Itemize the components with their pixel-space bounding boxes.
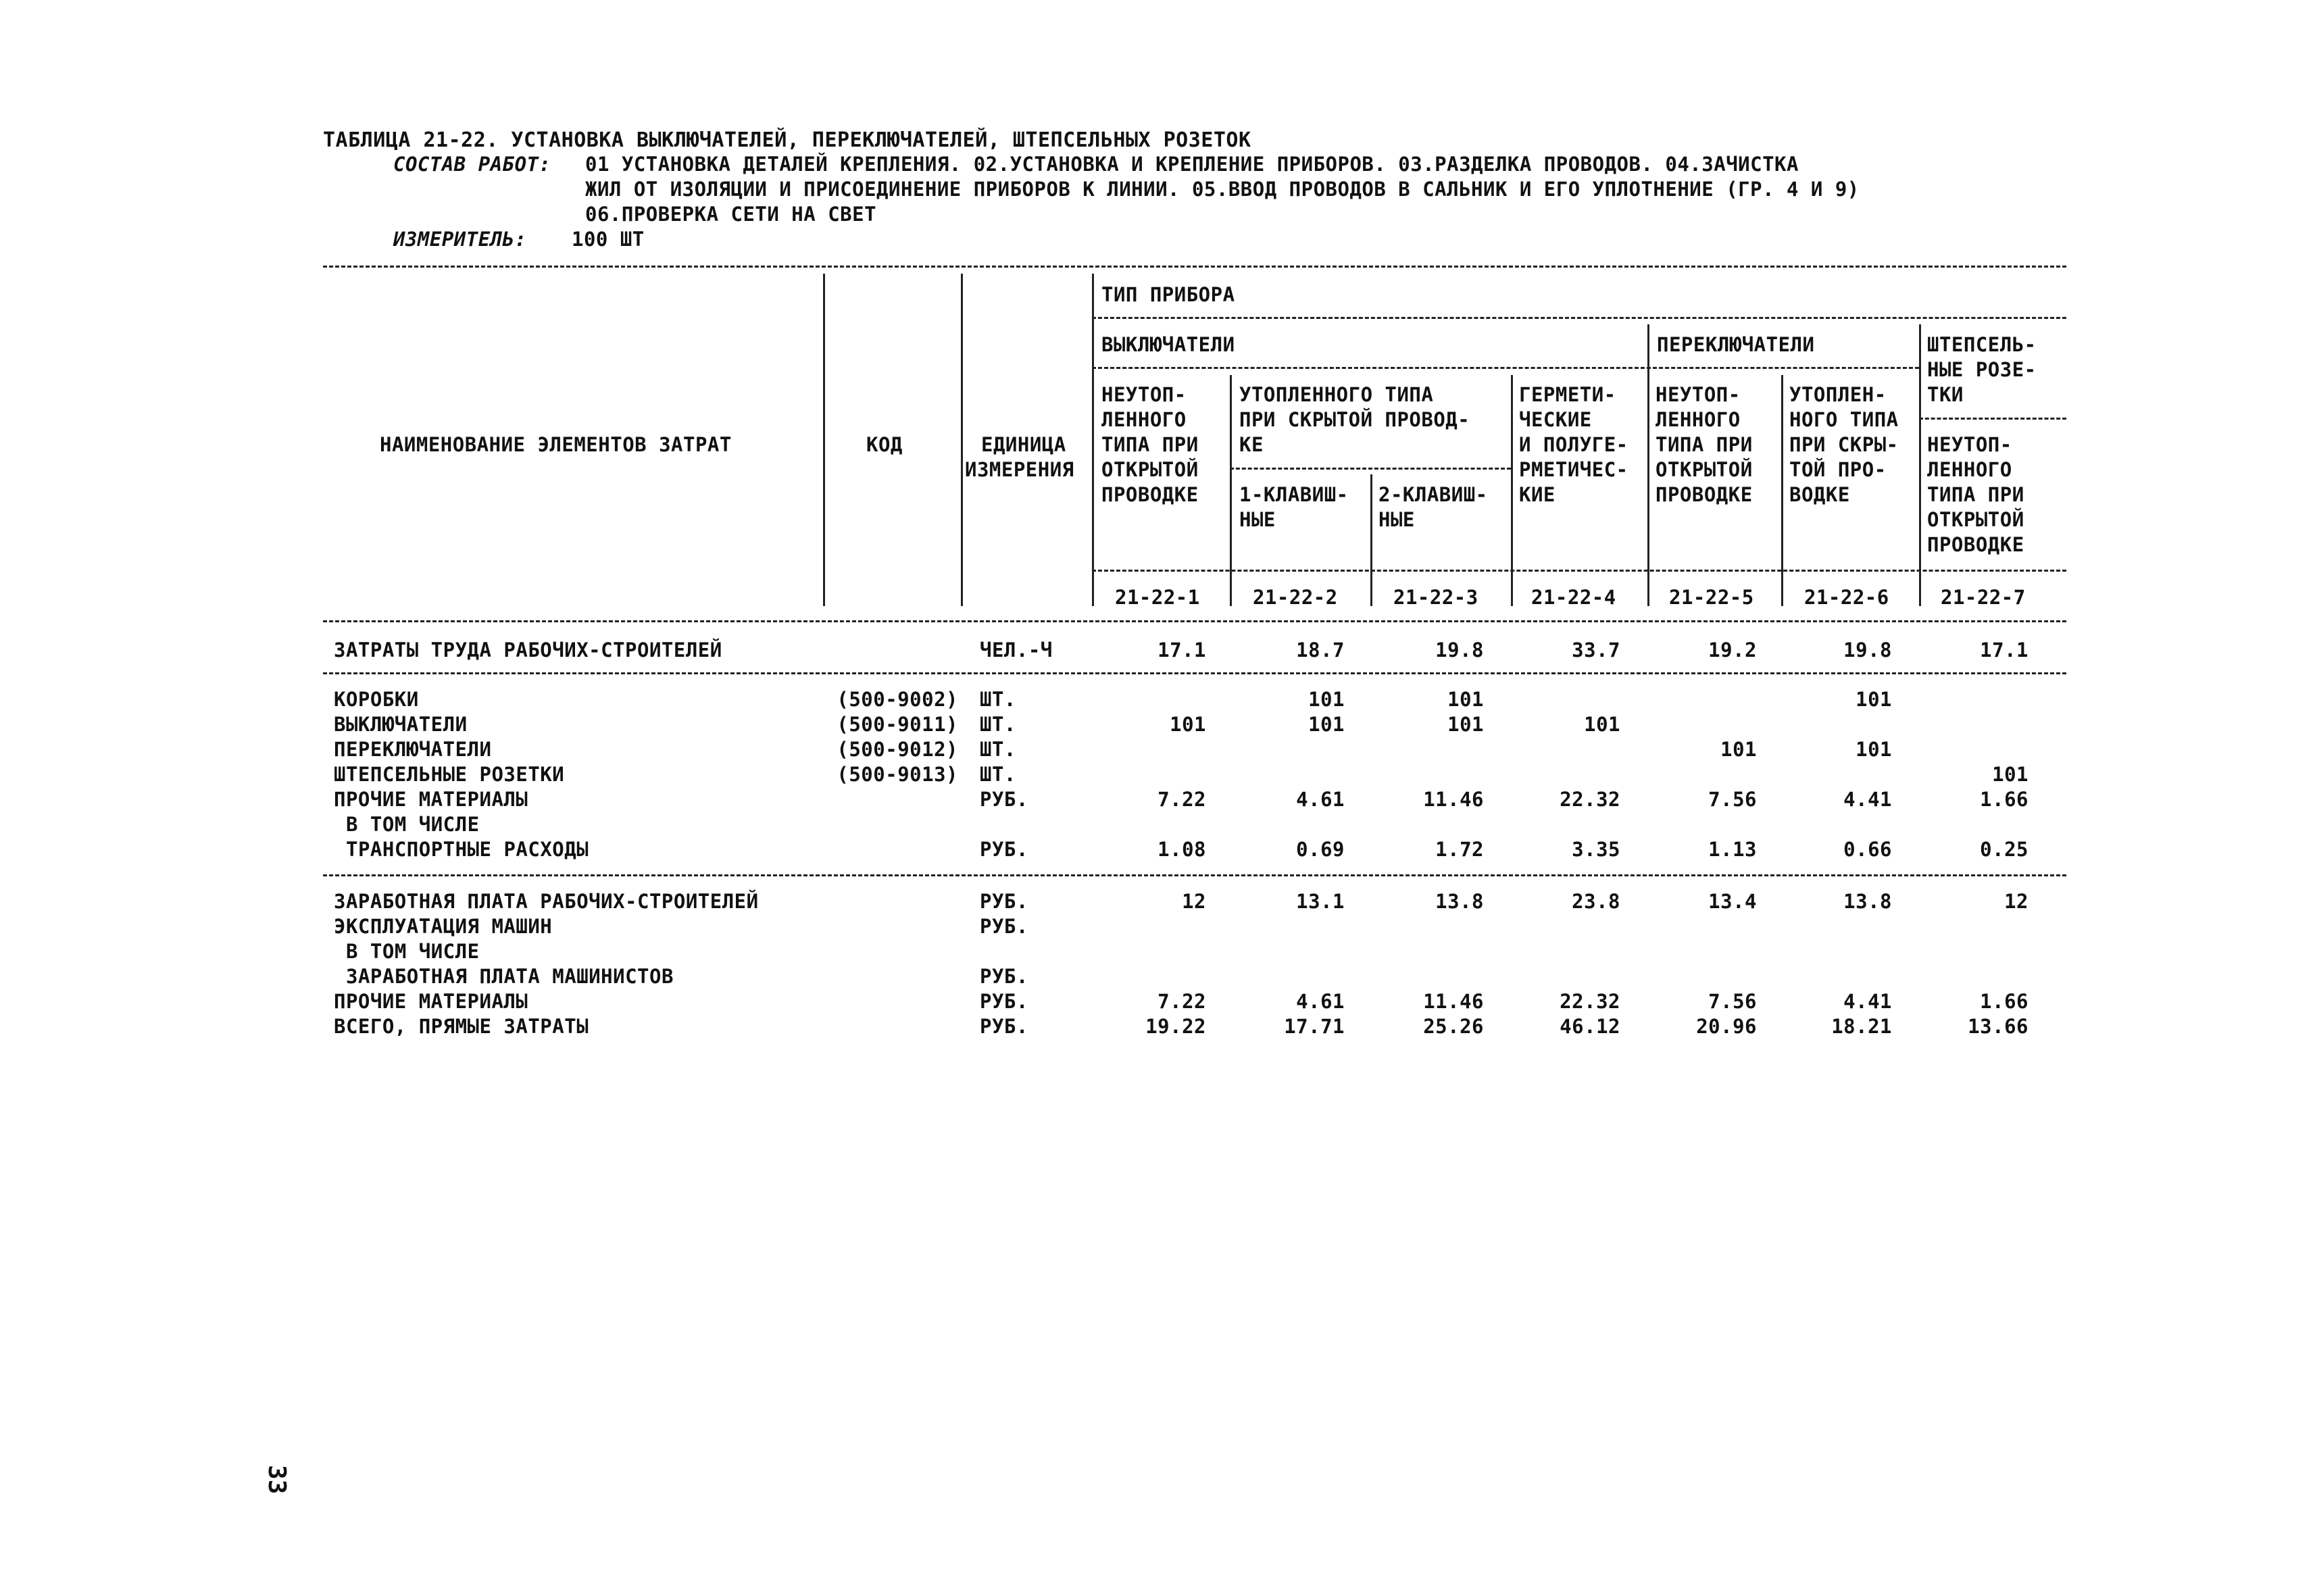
measure-value: 100 ШТ (572, 228, 645, 251)
row-value: 13.4 (1708, 890, 1757, 913)
row-value: 101 (1856, 688, 1892, 711)
row-value: 101 (1308, 713, 1345, 736)
vline-c5 (1647, 324, 1649, 606)
work-label: СОСТАВ РАБОТ: (393, 153, 551, 176)
row-value: 13.8 (1435, 890, 1484, 913)
row-name: В ТОМ ЧИСЛЕ (346, 940, 480, 963)
row-value: 101 (1308, 688, 1345, 711)
subheader-recessed: КЕ (1239, 433, 1264, 456)
row-value: 101 (1447, 688, 1484, 711)
subheader-open-1: НЕУТОП- (1101, 383, 1187, 406)
row-value: 4.41 (1843, 788, 1892, 811)
header-group-changeovers: ПЕРЕКЛЮЧАТЕЛИ (1657, 333, 1815, 356)
row-value: 33.7 (1572, 639, 1620, 662)
row-value: 11.46 (1423, 990, 1484, 1013)
column-code: 21-22-7 (1941, 586, 2026, 609)
row-value: 1.66 (1980, 788, 2028, 811)
row-value: 13.8 (1843, 890, 1892, 913)
rule-header-bottom (323, 620, 2066, 622)
row-name: ЗАРАБОТНАЯ ПЛАТА МАШИНИСТОВ (346, 965, 674, 988)
row-value: 22.32 (1560, 788, 1620, 811)
table-title: ТАБЛИЦА 21-22. УСТАНОВКА ВЫКЛЮЧАТЕЛЕЙ, ПЕРЕКЛЮЧАТЕЛЕЙ, ШТЕПСЕЛЬНЫХ РОЗЕТОК (323, 128, 1251, 152)
vline-c3 (1370, 474, 1372, 606)
row-code: (500-9011) (837, 713, 958, 736)
row-name: ШТЕПСЕЛЬНЫЕ РОЗЕТКИ (334, 763, 565, 786)
subheader-open-2: ПРОВОДКЕ (1656, 483, 1753, 506)
row-name: ЗАТРАТЫ ТРУДА РАБОЧИХ-СТРОИТЕЛЕЙ (334, 639, 722, 662)
row-value: 4.61 (1296, 990, 1345, 1013)
row-value: 1.66 (1980, 990, 2028, 1013)
subheader-open-2: НЕУТОП- (1656, 383, 1741, 406)
row-unit: РУБ. (980, 915, 1028, 938)
rule-materials (323, 874, 2066, 876)
subheader-2key: НЫЕ (1378, 508, 1415, 531)
row-value: 18.21 (1831, 1015, 1892, 1038)
subheader-open-1: ЛЕННОГО (1101, 408, 1187, 431)
row-value: 12 (1182, 890, 1206, 913)
row-unit: ШТ. (980, 763, 1016, 786)
subheader-recessed: УТОПЛЕННОГО ТИПА (1239, 383, 1434, 406)
row-name: ПРОЧИЕ МАТЕРИАЛЫ (334, 990, 528, 1013)
subheader-open-1: ОТКРЫТОЙ (1101, 458, 1199, 481)
row-value: 18.7 (1296, 639, 1345, 662)
subheader-open-3: ОТКРЫТОЙ (1927, 508, 2024, 531)
row-value: 101 (1992, 763, 2028, 786)
row-name: ЭКСПЛУАТАЦИЯ МАШИН (334, 915, 553, 938)
row-name: В ТОМ ЧИСЛЕ (346, 813, 480, 836)
subheader-open-3: ЛЕННОГО (1927, 458, 2012, 481)
subheader-recessed-2: ПРИ СКРЫ- (1789, 433, 1899, 456)
rule-labor (323, 672, 2066, 674)
work-line: 06.ПРОВЕРКА СЕТИ НА СВЕТ (585, 203, 877, 226)
row-value: 25.26 (1423, 1015, 1484, 1038)
row-value: 20.96 (1696, 1015, 1757, 1038)
row-value: 12 (2004, 890, 2028, 913)
subheader-open-3: НЕУТОП- (1927, 433, 2012, 456)
row-name: КОРОБКИ (334, 688, 419, 711)
row-unit: РУБ. (980, 788, 1028, 811)
header-group-switches: ВЫКЛЮЧАТЕЛИ (1101, 333, 1235, 356)
row-value: 11.46 (1423, 788, 1484, 811)
vline-unit (961, 274, 963, 606)
row-value: 17.1 (1158, 639, 1206, 662)
row-value: 7.22 (1158, 990, 1206, 1013)
row-value: 4.41 (1843, 990, 1892, 1013)
row-value: 101 (1720, 738, 1757, 761)
subheader-recessed: ПРИ СКРЫТОЙ ПРОВОД- (1239, 408, 1470, 431)
column-code: 21-22-3 (1393, 586, 1478, 609)
row-value: 19.2 (1708, 639, 1757, 662)
row-value: 4.61 (1296, 788, 1345, 811)
row-unit: ШТ. (980, 688, 1016, 711)
row-unit: ШТ. (980, 713, 1016, 736)
row-unit: ЧЕЛ.-Ч (980, 639, 1053, 662)
row-value: 7.56 (1708, 788, 1757, 811)
column-code: 21-22-6 (1804, 586, 1889, 609)
row-value: 101 (1584, 713, 1620, 736)
vline-code (823, 274, 825, 606)
row-value: 101 (1447, 713, 1484, 736)
row-value: 13.66 (1968, 1015, 2028, 1038)
subheader-sealed: И ПОЛУГЕ- (1519, 433, 1628, 456)
subheader-open-2: ОТКРЫТОЙ (1656, 458, 1753, 481)
row-value: 1.08 (1158, 838, 1206, 861)
vline-c4 (1511, 375, 1513, 606)
row-unit: РУБ. (980, 838, 1028, 861)
row-name: ВЫКЛЮЧАТЕЛИ (334, 713, 468, 736)
column-code: 21-22-5 (1669, 586, 1754, 609)
subheader-recessed-2: ТОЙ ПРО- (1789, 458, 1887, 481)
row-value: 17.71 (1284, 1015, 1345, 1038)
row-value: 17.1 (1980, 639, 2028, 662)
row-code: (500-9012) (837, 738, 958, 761)
row-value: 3.35 (1572, 838, 1620, 861)
header-device-type: ТИП ПРИБОРА (1101, 283, 1235, 306)
header-group-sockets: ТКИ (1927, 383, 1964, 406)
subheader-sealed: КИЕ (1519, 483, 1555, 506)
subheader-open-1: ТИПА ПРИ (1101, 433, 1199, 456)
column-code: 21-22-4 (1531, 586, 1616, 609)
row-name: ПЕРЕКЛЮЧАТЕЛИ (334, 738, 492, 761)
rule-groups (1092, 367, 1919, 369)
row-value: 0.25 (1980, 838, 2028, 861)
row-unit: РУБ. (980, 965, 1028, 988)
row-name: ВСЕГО, ПРЯМЫЕ ЗАТРАТЫ (334, 1015, 589, 1038)
work-line: ЖИЛ ОТ ИЗОЛЯЦИИ И ПРИСОЕДИНЕНИЕ ПРИБОРОВ К ЛИНИИ. 05.ВВОД ПРОВОДОВ В САЛЬНИК И ЕГО УПЛОТНЕНИЕ (ГР. 4 И 9) (585, 178, 1860, 201)
row-value: 7.22 (1158, 788, 1206, 811)
header-unit: ИЗМЕРЕНИЯ (965, 458, 1074, 481)
row-code: (500-9013) (837, 763, 958, 786)
subheader-open-3: ТИПА ПРИ (1927, 483, 2024, 506)
row-name: ПРОЧИЕ МАТЕРИАЛЫ (334, 788, 528, 811)
subheader-sealed: ГЕРМЕТИ- (1519, 383, 1616, 406)
subheader-open-3: ПРОВОДКЕ (1927, 533, 2024, 556)
rule-top (323, 266, 2066, 268)
subheader-recessed-2: УТОПЛЕН- (1789, 383, 1887, 406)
vline-c2 (1230, 375, 1232, 606)
row-value: 0.66 (1843, 838, 1892, 861)
row-value: 7.56 (1708, 990, 1757, 1013)
header-name: НАИМЕНОВАНИЕ ЭЛЕМЕНТОВ ЗАТРАТ (380, 433, 732, 456)
row-value: 19.8 (1843, 639, 1892, 662)
vline-c7 (1919, 324, 1921, 606)
header-group-sockets: ШТЕПСЕЛЬ- (1927, 333, 2037, 356)
row-unit: РУБ. (980, 1015, 1028, 1038)
subheader-2key: 2-КЛАВИШ- (1378, 483, 1488, 506)
row-value: 1.72 (1435, 838, 1484, 861)
vline-device (1092, 274, 1094, 606)
row-name: ЗАРАБОТНАЯ ПЛАТА РАБОЧИХ-СТРОИТЕЛЕЙ (334, 890, 759, 913)
row-value: 101 (1170, 713, 1206, 736)
row-value: 101 (1856, 738, 1892, 761)
header-unit: ЕДИНИЦА (981, 433, 1066, 456)
row-value: 13.1 (1296, 890, 1345, 913)
subheader-1key: 1-КЛАВИШ- (1239, 483, 1349, 506)
column-code: 21-22-1 (1115, 586, 1200, 609)
rule-recessed (1230, 468, 1511, 470)
row-unit: РУБ. (980, 990, 1028, 1013)
subheader-1key: НЫЕ (1239, 508, 1276, 531)
subheader-sealed: ЧЕСКИЕ (1519, 408, 1592, 431)
row-value: 19.8 (1435, 639, 1484, 662)
row-value: 0.69 (1296, 838, 1345, 861)
row-value: 1.13 (1708, 838, 1757, 861)
row-unit: РУБ. (980, 890, 1028, 913)
rule-sockets (1919, 418, 2066, 420)
row-value: 19.22 (1145, 1015, 1206, 1038)
column-code: 21-22-2 (1253, 586, 1338, 609)
subheader-open-2: ТИПА ПРИ (1656, 433, 1753, 456)
subheader-open-2: ЛЕННОГО (1656, 408, 1741, 431)
row-value: 46.12 (1560, 1015, 1620, 1038)
header-group-sockets: НЫЕ РОЗЕ- (1927, 358, 2037, 381)
work-line: 01 УСТАНОВКА ДЕТАЛЕЙ КРЕПЛЕНИЯ. 02.УСТАНОВКА И КРЕПЛЕНИЕ ПРИБОРОВ. 03.РАЗДЕЛКА ПРОВОДОВ. 04.ЗАЧИСТКА (585, 153, 1799, 176)
vline-c6 (1781, 375, 1783, 606)
row-name: ТРАНСПОРТНЫЕ РАСХОДЫ (346, 838, 589, 861)
row-value: 23.8 (1572, 890, 1620, 913)
page-number: 33 (263, 1465, 291, 1495)
row-unit: ШТ. (980, 738, 1016, 761)
row-value: 22.32 (1560, 990, 1620, 1013)
subheader-open-1: ПРОВОДКЕ (1101, 483, 1199, 506)
header-code: КОД (866, 433, 903, 456)
rule-device (1092, 317, 2066, 319)
subheader-sealed: РМЕТИЧЕС- (1519, 458, 1628, 481)
row-code: (500-9002) (837, 688, 958, 711)
subheader-recessed-2: ВОДКЕ (1789, 483, 1850, 506)
subheader-recessed-2: НОГО ТИПА (1789, 408, 1899, 431)
measure-label: ИЗМЕРИТЕЛЬ: (393, 228, 527, 251)
